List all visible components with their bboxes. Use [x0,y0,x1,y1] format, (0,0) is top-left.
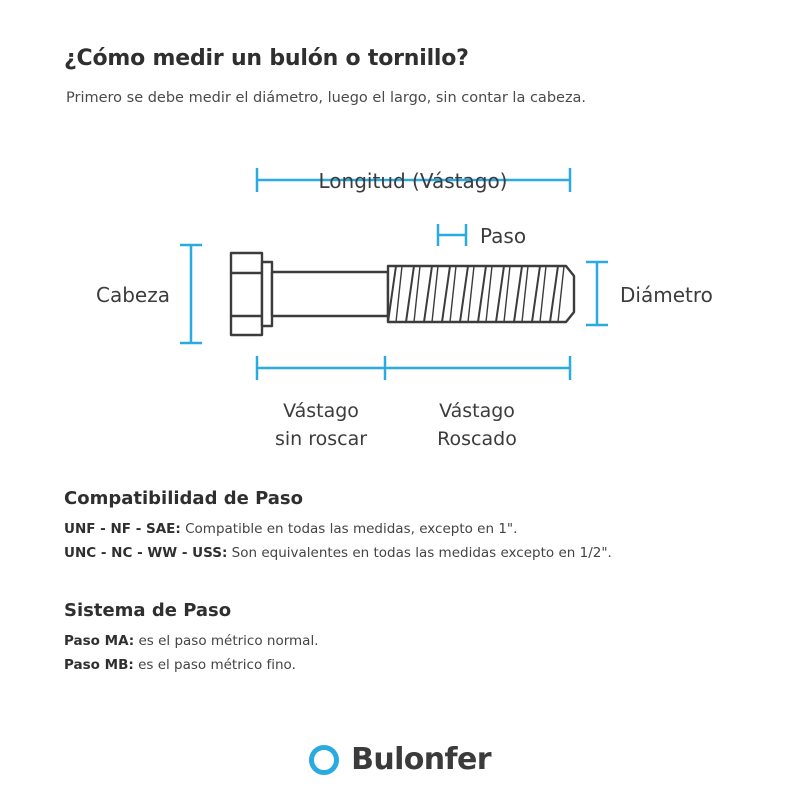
section-heading: Compatibilidad de Paso [64,488,304,509]
label-threaded-shank-line1: Vástago [439,400,515,422]
head-dimension [180,245,202,343]
brand-name: Bulonfer [351,742,491,777]
section-line-label: UNC - NC - WW - USS: [64,545,228,562]
bolt-measurement-diagram [0,140,800,470]
section-line-text: Compatible en todas las medidas, excepto en 1". [180,521,518,537]
footer-logo [0,742,800,777]
label-pitch: Paso [480,224,527,248]
pitch-dimension [438,224,466,246]
page-title: ¿Cómo medir un bulón o tornillo? [64,46,469,71]
section-line [64,631,319,651]
section-line-label: Paso MA: [64,633,135,649]
section-line-label: UNF - NF - SAE: [64,521,181,537]
section-line-text: es el paso métrico fino. [133,657,296,674]
section-line [64,543,612,563]
section-line-text: Son equivalentes en todas las medidas excepto en 1/2". [227,545,612,562]
section-line [64,655,319,675]
label-length: Longitud (Vástago) [318,169,508,193]
label-head: Cabeza [96,283,170,307]
section-compatibilidad-de-paso [64,488,612,568]
section-line-text: es el paso métrico normal. [134,633,319,649]
section-line-label: Paso MB: [64,657,134,674]
label-unthreaded-shank-line1: Vástago [283,400,359,422]
diameter-dimension [586,262,608,325]
section-sistema-de-paso [64,600,319,680]
section-line [64,519,612,539]
shank-dimensions [257,356,570,380]
label-diameter: Diámetro [620,283,713,307]
circle-ring-icon [309,745,339,775]
label-threaded-shank-line2: Roscado [437,428,517,450]
page-subtitle: Primero se debe medir el diámetro, luego el largo, sin contar la cabeza. [66,90,587,106]
section-heading: Sistema de Paso [64,600,232,621]
label-unthreaded-shank-line2: sin roscar [274,428,368,450]
